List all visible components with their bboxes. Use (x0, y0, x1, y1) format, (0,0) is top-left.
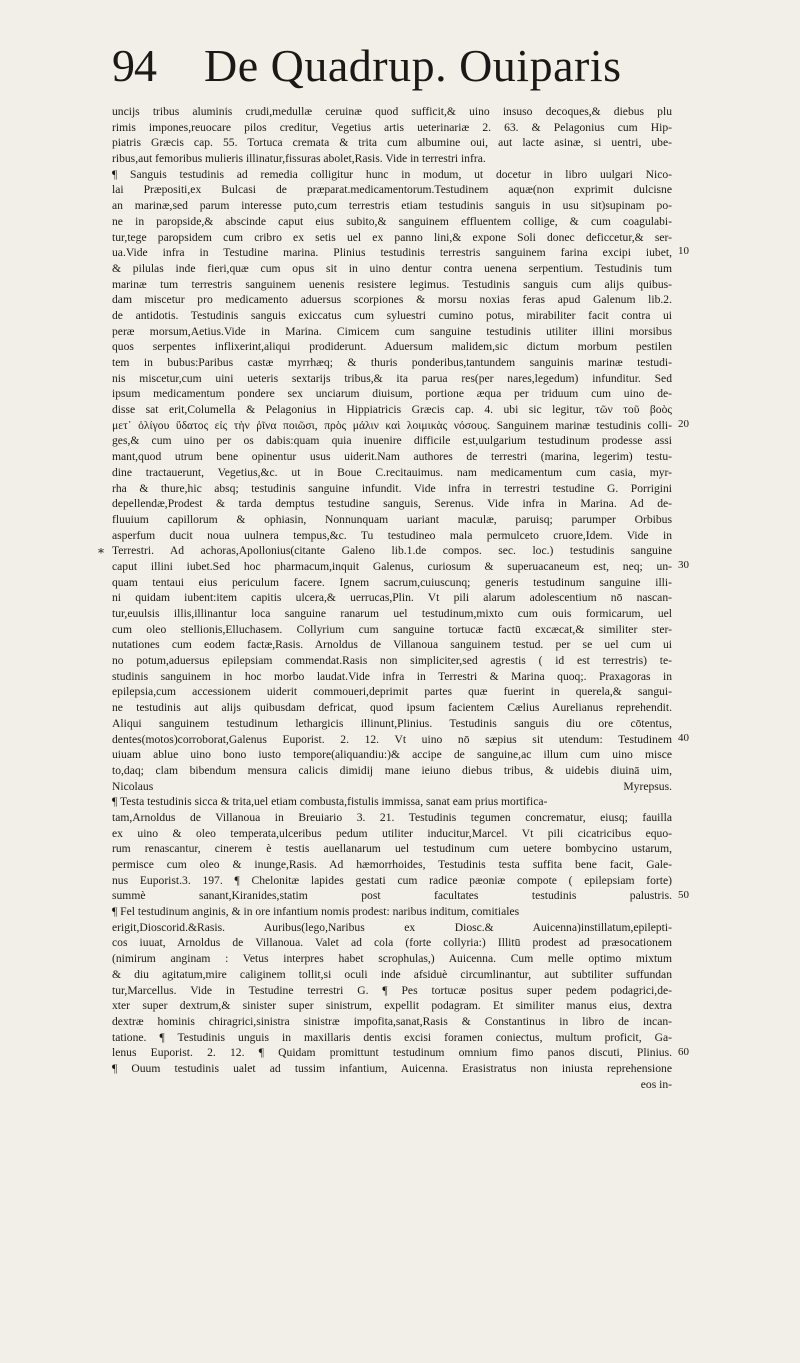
text-line: quos serpentes inflixerint,aliqui prodiderunt. Aduersum malidem,sic dictum morbum pestilen (112, 340, 672, 354)
marginal-asterisk: * (98, 546, 104, 560)
margin-number: 20 (678, 418, 689, 430)
text-line: nutationes cum eodem factæ,Rasis. Arnoldus de Villanoua sanguinem testud. per se uel cum ui (112, 638, 672, 652)
text-line: lai Præpositi,ex Bulcasi de præparat.medicamentorum.Testudinem aquæ(non exprimit dulcisne (112, 183, 672, 197)
page-number: 94 (112, 40, 156, 91)
text-line: Terrestri. Ad achoras,Apollonius(citante Galeno lib.1.de compos. sec. loc.) testudinis sanguine (112, 544, 672, 558)
text-line: rimis impones,reuocare pilos creditur, Vegetius artis ueterinariæ 2. 63. & Pelagonius cum Hip- (112, 120, 672, 134)
text-line: tatione. ¶ Testudinis unguis in maxillaris dentis excisi foramen coniectus, multum proficit, Ga- (112, 1030, 672, 1044)
text-line: & diu agitatum,mire caliginem tollit,si oculi inde afsiduè circumlinantur, aut subtiliter suffundan (112, 967, 672, 981)
text-line: to,daq; clam bibendum mensura calicis dimidij mane ieiuno diebus tribus, & uidebis diuinā uim, (112, 763, 672, 777)
text-line: dam miscetur pro medicamento aduersus scorpiones & morsu noxias feras apud Galenum lib.2. (112, 293, 672, 307)
text-line: tur,Marcellus. Vide in Testudine terrestri G. ¶ Pes tortucæ positus super pedem podagrici,de- (112, 983, 672, 997)
text-line: dine tractauerunt, Vegetius,&c. ut in Boue C.recitauimus. nam medicamentum cum casia, myr- (112, 465, 672, 479)
text-line: peræ morsum,Aetius.Vide in Marina. Cimicem cum sanguine testudinis utiliter illini morsibus (112, 324, 672, 338)
page-header (112, 34, 672, 104)
text-line: dextræ hominis chiragrici,sinistra sinistræ impofita,sanat,Rasis & Constantinus in libro de incan- (112, 1014, 672, 1028)
margin-number: 40 (678, 732, 689, 744)
margin-number: 30 (678, 559, 689, 572)
text-line: studinis sanguinem in hoc morbo laudat.Vide infra in Terrestri & Marina quoq;. Praxagoras in (112, 669, 672, 683)
text-line: tur,tege paropsidem cum cribro ex setis uel ex panno lini,& expone Soli donec deficcetur,& ser- (112, 230, 672, 244)
text-line: depellendæ,Prodest & tarda demptus testudine sanguis, Serenus. Vide infra in Marina. Ad de- (112, 497, 672, 511)
text-line: quam tentaui eius periculum facere. Ignem sacrum,cuiuscunq; generis testudinum sanguine illi- (112, 575, 672, 589)
text-line: tur,euulsis illis,illinantur loca sanguine ranarum uel testudinum,mixto cum ouis formicarum, uel (112, 607, 672, 620)
text-line: nis miscetur,cum uini ueteris sextarijs tribus,& ita parua res(per nares,legedum) infunditur. Sed (112, 371, 672, 385)
margin-number: 50 (678, 889, 689, 901)
text-line: nus Euporist.3. 197. ¶ Chelonitæ lapides gestati cum radice pæoniæ compote ( epilepsiam forte) (112, 873, 672, 887)
text-line: ne in paropside,& abscinde caput eius subito,& sanguinem effluentem collige, & cum coagulabi- (112, 214, 672, 228)
text-line: permisce cum oleo & inunge,Rasis. Ad hæmorrhoides, Testudinis testa suffita bene facit, Gale- (112, 858, 672, 871)
text-line: tam,Arnoldus de Villanoua in Breuiario 3. 21. Testudinis tegumen concrematur, eiusq; fauilla (112, 810, 672, 824)
text-line: uncijs tribus aluminis crudi,medullæ ceruinæ quod sufficit,& uino insuso decoques,& diebus plu (112, 105, 672, 118)
text-line: summè sanant,Kiranides,statim post facultates testudinis palustris. (112, 889, 672, 903)
text-line: ne testudinis aut alijs quibusdam defricat, quod ipsum facientem Cælius Aurelianus reprehendit. (112, 701, 672, 715)
text-line: ges,& cum uino per os dabis:quam quia inuenire difficile est,uulgarium testudinum prodesse assi (112, 434, 672, 448)
text-line: cos iuuat, Arnoldus de Villanoua. Valet ad cola (forte collyria:) Illitū prodest ad præsocationem (112, 936, 672, 950)
text-line: lenus Euporist. 2. 12. ¶ Quidam promittunt testudinum omnium fimo panos discuti, Plinius. (112, 1046, 672, 1060)
text-line: (nimirum anginam : Vetus interpres habet scrophulas,) Auicenna. Cum melle optimo mixtum (112, 952, 672, 966)
margin-line-numbers (674, 104, 714, 1058)
text-line: ¶ Testa testudinis sicca & trita,uel etiam combusta,fistulis immissa, sanat eam prius mortifica- (112, 795, 548, 809)
text-line: dentes(motos)corroborat,Galenus Euporist. 2. 12. Vt uino nō sæpius sit utendum: Testudinem (112, 732, 672, 746)
text-line: ua.Vide infra in Testudine marina. Plinius testudinis terrestris sanguinem farina excipi iubet, (112, 246, 672, 260)
text-line: an marinæ,sed parum interesse puto,cum terrestris etiam testudinis sanguis in usu sit)supinam po- (112, 199, 672, 213)
text-line: ribus,aut femoribus mulieris illinatur,fissuras abolet,Rasis. Vide in terrestri infra. (112, 152, 486, 166)
text-line: tem in bubus:Paribus castæ myrrhæq; & thuris ponderibus,tantundem sanguinis marinæ testudi- (112, 356, 672, 369)
text-line: caput illini iubet.Sed hoc pharmacum,inquit Galenus, curiosum & superuacaneum est, neq; un- (112, 559, 672, 573)
text-line: ex uino & oleo temperata,ulceribus pedum utiliter inducitur,Marcel. Vt pili cicatricibus equo- (112, 826, 672, 840)
margin-number: 60 (678, 1046, 689, 1058)
text-line: epilepsia,cum accessionem uiderit commoueri,deprimit partes quæ fuerint in querela,& sangui- (112, 685, 672, 699)
running-title: De Quadrup. Ouiparis (204, 40, 622, 91)
text-line: ipsum medicamentum pondere sex unciarum diuisum, portione æqua per triduum cum uino de- (112, 387, 672, 401)
text-line: piatris Græcis cap. 55. Tortuca cremata & trita cum albumine oui, aut lacte asinæ, si uentri, ube- (112, 136, 672, 150)
text-line: asperfum ducit noua uulnera tempus,&c. Tu testudineo mala permulceto cruore,Idem. Vide in (112, 528, 672, 542)
text-line: rha & thure,hic absq; testudinis sanguine infundit. Vide infra in terrestri testudine G. Porrigini (112, 481, 672, 495)
text-line: disse sat erit,Columella & Pelagonius in Hippiatricis Græcis cap. 4. ubi sic legitur, τῶν τοῦ βοὸς (112, 403, 672, 417)
margin-number: 10 (678, 245, 689, 258)
text-line: rum renascantur, cinerem è testis auellanarum uel testudinum cum uetere bombycino ustarum, (112, 842, 672, 856)
text-line: Aliqui sanguinem testudinum lethargicis illinunt,Plinius. Testudinis sanguis diu ore cōtentus, (112, 716, 672, 730)
text-line: eos in- (640, 1077, 672, 1091)
body-text (112, 104, 672, 1092)
text-line: μετ᾽ ὀλίγου ὕδατος εἰς τὴν ῥῖνα ποιῶσι, πρὸς μάλιν καὶ λοιμικὰς νόσους. Sanguinem marinæ testudinis colli- (112, 418, 672, 432)
text-line: cum oleo stellionis,Elluchasem. Collyrium cum sanguine tortucæ factū excæcat,& similiter ster- (112, 622, 672, 636)
text-line: erigit,Dioscorid.&Rasis. Auribus(lego,Naribus ex Diosc.& Auicenna)instillatum,epilepti- (112, 920, 672, 934)
text-line: Nicolaus Myrepsus. (112, 779, 672, 793)
text-line: ¶ Ouum testudinis ualet ad tussim infantium, Auicenna. Erasistratus non iniusta reprehensione (112, 1061, 672, 1075)
text-line: fluuium capillorum & ophiasin, Nonnunquam uariant maculæ, paruisq; parumper Orbibus (112, 512, 672, 526)
text-line: no potum,aduersus epilepsiam commendat.Rasis non simpliciter,sed agrestis ( id est terrestris) te- (112, 654, 672, 668)
text-line: uiuam ablue uino bono iusto tempore(aliquandiu:)& accipe de sanguine,ac illum cum uino misce (112, 748, 672, 762)
text-line: ni quidam iubent:item capitis ulcera,& uerrucas,Plin. Vt pili alarum adolescentium nō nascan- (112, 591, 672, 605)
text-line: & pilulas inde fieri,quæ cum opus sit in uino dentur contra uenena serpentium. Testudinis tum (112, 261, 672, 275)
text-line: ¶ Fel testudinum anginis, & in ore infantium nomis prodest: naribus inditum, comitiales (112, 905, 520, 919)
text-line: ¶ Sanguis testudinis ad remedia colligitur hunc in modum, ut docetur in libro uulgari Nico- (112, 167, 672, 181)
text-line: mant,quod utrum bene opinentur usus uiderit.Nam authores de terrestri (marina, legerim) testu- (112, 450, 672, 464)
text-line: xter super dextrum,& sinister super sinistrum, expellit podagram. Et similiter manus eius, dextra (112, 999, 672, 1013)
text-line: marinæ tum terrestris sanguinem uenenis resistere legimus. Testudinis sanguis cum alijs quibus- (112, 277, 672, 291)
text-line: de antidotis. Testudinis sanguis exiccatus cum syluestri cumino potus, mirabiliter facit contra ui (112, 308, 672, 322)
